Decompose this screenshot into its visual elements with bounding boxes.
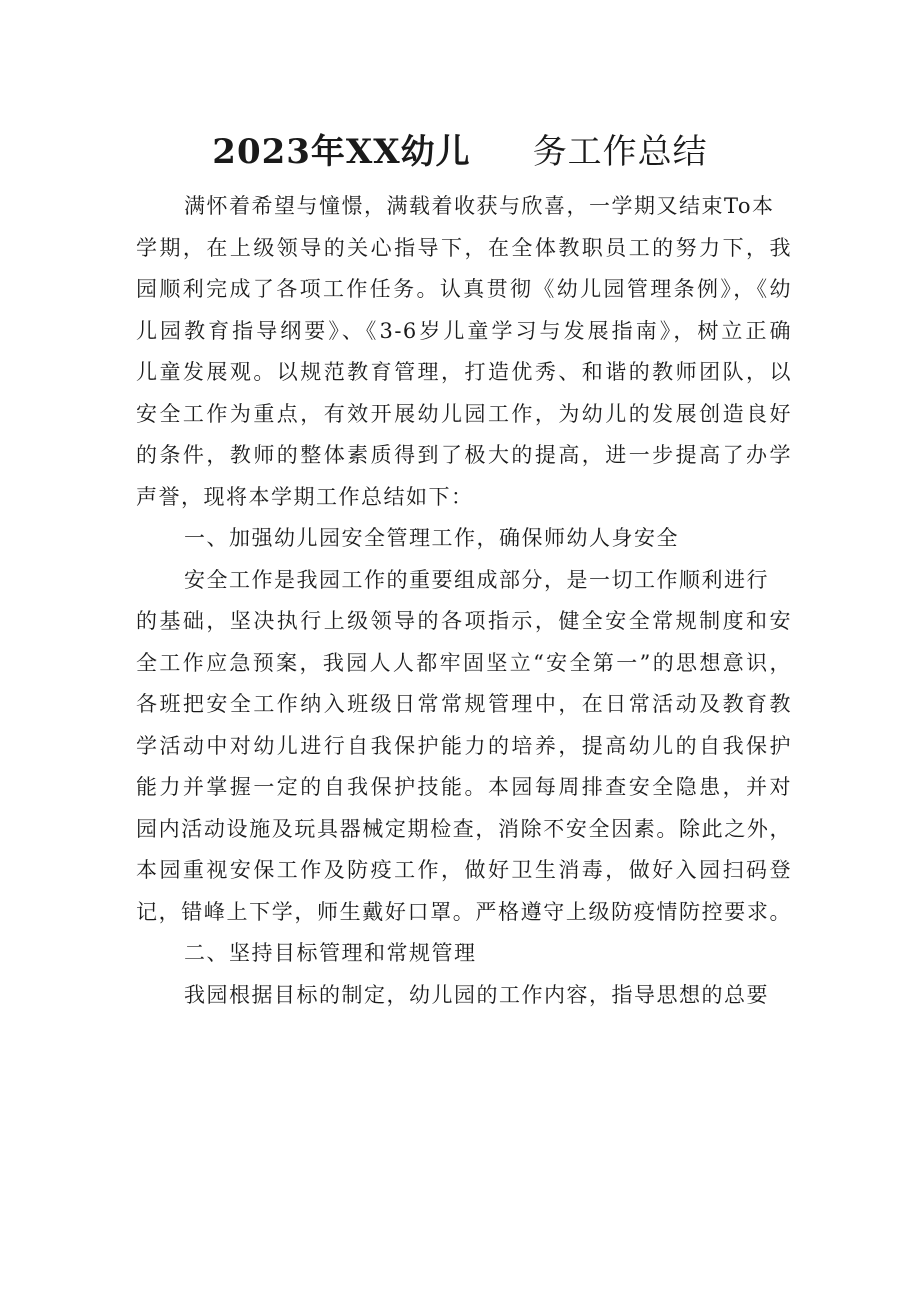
paragraph-line: 安全工作是我园工作的重要组成部分，是一切工作顺利进行 xyxy=(184,567,769,592)
paragraph-line: 记，错峰上下学，师生戴好口罩。严格遵守上级防疫情防控要求。 xyxy=(136,899,792,924)
paragraph-line: 各班把安全工作纳入班级日常常规管理中，在日常活动及教育教 xyxy=(136,692,792,716)
paragraph-line: 学活动中对幼儿进行自我保护能力的培养，提高幼儿的自我保护 xyxy=(136,733,792,758)
paragraph-line: 园顺利完成了各项工作任务。认真贯彻《幼儿园管理条例》，《幼 xyxy=(136,277,792,301)
section-heading: 一、加强幼儿园安全管理工作，确保师幼人身安全 xyxy=(184,526,679,550)
paragraph-line: 我园根据目标的制定，幼儿园的工作内容，指导思想的总要 xyxy=(184,982,769,1007)
paragraph-line: 满怀着希望与憧憬，满载着收获与欣喜，一学期又结束To本 xyxy=(184,194,775,218)
paragraph-line: 安全工作为重点，有效开展幼儿园工作，为幼儿的发展创造良好 xyxy=(136,401,792,426)
paragraph-line: 学期，在上级领导的关心指导下，在全体教职员工的努力下，我 xyxy=(136,235,792,260)
paragraph-line: 本园重视安保工作及防疫工作，做好卫生消毒，做好入园扫码登 xyxy=(136,858,792,882)
paragraph-line: 儿童发展观。以规范教育管理，打造优秀、和谐的教师团队，以 xyxy=(136,360,792,384)
paragraph-line: 能力并掌握一定的自我保护技能。本园每周排查安全隐患，并对 xyxy=(136,775,792,799)
paragraph-line: 园内活动设施及玩具器械定期检查，消除不安全因素。除此之外， xyxy=(136,816,792,841)
title-part-2: 务工作总结 xyxy=(532,132,708,172)
title-part-1: 2023年XX幼儿 xyxy=(212,132,471,172)
paragraph-line: 儿园教育指导纲要》、《3-6岁儿童学习与发展指南》，树立正确 xyxy=(136,318,792,343)
paragraph-line: 全工作应急预案，我园人人都牢固坚立“安全第一”的思想意识， xyxy=(136,650,792,675)
paragraph-line: 声誉，现将本学期工作总结如下： xyxy=(136,484,474,509)
paragraph-line: 的基础，坚决执行上级领导的各项指示，健全安全常规制度和安 xyxy=(136,609,792,633)
document-title xyxy=(0,126,920,178)
paragraph-line: 的条件，教师的整体素质得到了极大的提高，进一步提高了办学 xyxy=(136,443,792,467)
section-heading: 二、坚持目标管理和常规管理 xyxy=(184,941,477,965)
document-body xyxy=(136,186,792,1016)
